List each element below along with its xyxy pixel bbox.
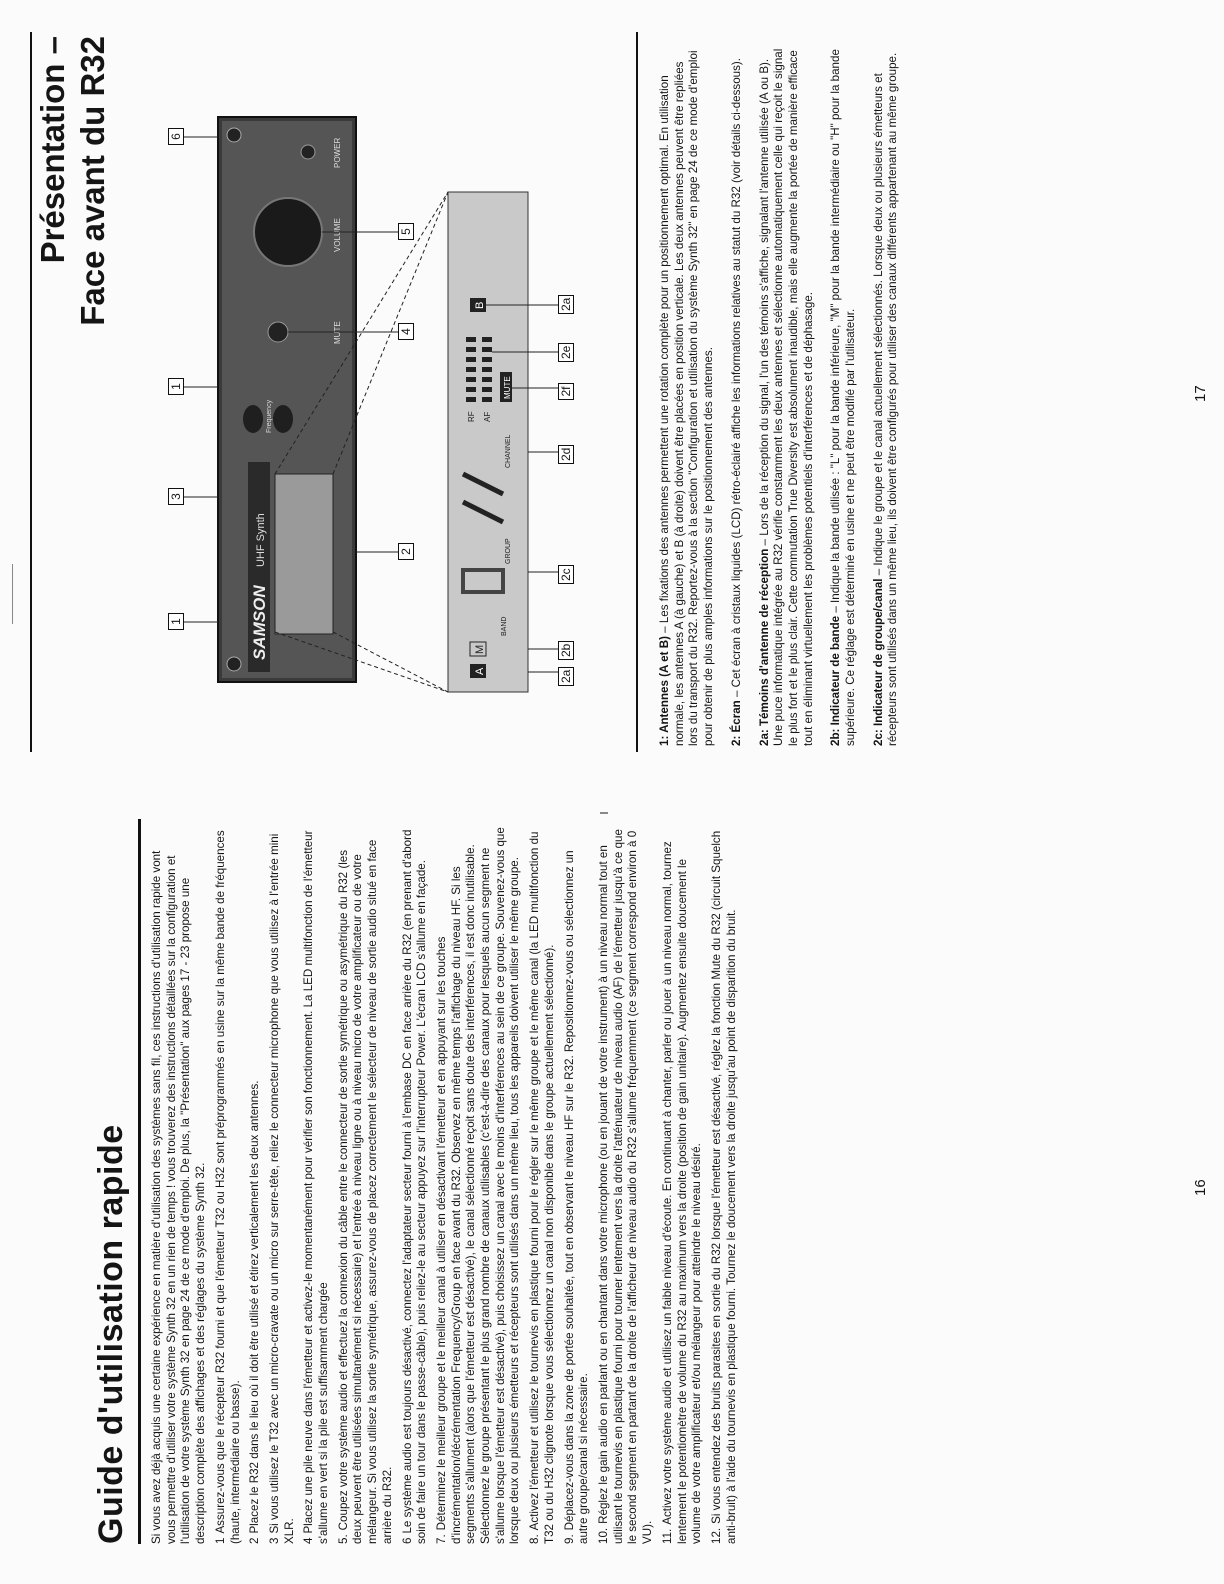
- step-number: 6: [400, 1537, 414, 1544]
- frequency-button-down: [273, 405, 293, 433]
- brand-logo: SAMSON: [250, 585, 269, 660]
- page-number: 17: [1192, 385, 1209, 402]
- step-text: Coupez votre système audio et effectuez la connexion du câble entre le connecteur de sortie symétrique ou asymétrique du R32 (les deux peuvent être utilisées simultanément si nécessaire) et l'entrée à niveau ligne ou à niveau micro de votre amplificateur ou de votre mélangeur. Si vous utilisez la sortie symétrique, assurez-vous de placez correctement le sélecteur de niveau de sortie audio situé en face arrière du R32.: [336, 839, 394, 1544]
- model-label: UHF Synth: [255, 513, 267, 567]
- lcd-enlarged: [448, 192, 528, 692]
- step-text: Activez votre système audio et utilisez un faible niveau d'écoute. En continuant à chanter, parler ou jouer à un niveau normal, tournez lentement le potentiomètre de volume du R32 au maximum vers la droite (position de gain unitaire). Augmentez ensuite doucement le volume de votre amplificateur et/ou mélangeur pour atteindre le niveau désiré.: [660, 841, 704, 1544]
- step-item: [597, 824, 656, 1544]
- steps-list: [214, 824, 740, 1544]
- svg-text:MUTE: MUTE: [503, 376, 512, 399]
- callout-1-right: 1: [168, 378, 184, 395]
- svg-text:RF: RF: [467, 411, 476, 422]
- callout-6: 6: [168, 128, 184, 145]
- step-text: Si vous utilisez le T32 avec un micro-cravate ou un micro sur serre-tête, reliez le connecteur microphone que vous utilisez à l'entrée mini XLR.: [267, 833, 296, 1544]
- callout-2f: 2f: [558, 383, 574, 400]
- power-switch: [301, 145, 315, 159]
- description-text: – Indique le groupe et le canal actuellement sélectionnés. Lorsque deux ou plusieurs émetteurs et récepteurs sont utilisés dans un même lieu, ils doivent être configurés pour utiliser des canaux différents appartenant au même groupe.: [871, 52, 900, 746]
- title-rule: [138, 819, 141, 1544]
- step-item: [214, 824, 243, 1544]
- description-label: 2b: Indicateur de bande: [829, 615, 843, 746]
- step-number: 12.: [709, 1527, 723, 1544]
- callout-1-left: 1: [168, 613, 184, 630]
- callout-2c: 2c: [558, 565, 574, 584]
- front-panel-descriptions: [658, 40, 914, 746]
- description-text: – Cet écran à cristaux liquides (LCD) rétro-éclairé affiche les informations relatives au statut du R32 (voir détails ci-dessous).: [729, 57, 743, 697]
- step-text: Réglez le gain audio en parlant ou en chantant dans votre microphone (ou en jouant de votre instrument) à un niveau normal tout en utilisant le tournevis en plastique fourni pour tourner lentement vers la droite l'atténuateur de niveau audio (AF) de l'émetteur jusqu'à ce que le second segment en partant de la droite de l'afficheur de niveau audio du R32 s'allume fréquemment (ce segment correspond environ à 0 VU).: [596, 829, 655, 1544]
- svg-text:A: A: [474, 667, 486, 675]
- step-item: [337, 824, 396, 1544]
- r32-front-panel-illustration: [118, 32, 598, 752]
- quick-guide-body: [150, 824, 744, 1544]
- callout-3: 3: [168, 488, 184, 505]
- description-item: [872, 40, 901, 746]
- lcd-window: [275, 474, 333, 634]
- svg-text:MUTE: MUTE: [333, 321, 342, 344]
- page-title-line2: Face avant du R32: [74, 36, 111, 326]
- step-item: [563, 824, 592, 1544]
- callout-2a-left: 2a: [558, 667, 574, 686]
- description-item: [658, 40, 717, 746]
- description-text: – Les fixations des antennes permettent une rotation complète pour un positionnement optimal. En utilisation normale, les antennes A (à gauche) et B (à droite) doivent être placées en position verticale. Les deux antennes peuvent être repliées lors du transport du R32. Reportez-vous à la section "Configuration et utilisation du système Synth 32" en page 24 de ce mode d'emploi pour obtenir de plus amples informations sur le positionnement des antennes.: [658, 50, 716, 746]
- description-item: [829, 40, 858, 746]
- callout-2: 2: [398, 543, 414, 560]
- step-number: 10.: [596, 1527, 610, 1544]
- step-text: Déterminez le meilleur groupe et le meilleur canal à utiliser en désactivant l'émetteur et en appuyant sur les touches d'incrémentation/décrémentation Frequency/Group en face avant du R32. Observez en même temps l'affichage du niveau HF. Si les segments s'allument (alors que l'émetteur est désactivé), le canal sélectionné reçoit sans doute des interférences, il est donc inutilisable. Sélectionnez le groupe présentant le plus grand nombre de canaux utilisables (c'est-à-dire des canaux pour lesquels aucun segment ne s'allume lorsque l'émetteur est désactivé), puis choisissez un canal avec le moins d'interférences au sein de ce groupe. Souvenez-vous que lorsque deux ou plusieurs émetteurs et récepteurs sont utilisés dans un même lieu, tous les appareils doivent utiliser le même groupe.: [434, 827, 522, 1544]
- svg-text:M: M: [474, 644, 486, 654]
- description-item: [758, 40, 817, 746]
- svg-text:VOLUME: VOLUME: [333, 218, 342, 252]
- step-text: Placez le R32 dans le lieu où il doit être utilisé et étirez verticalement les deux antennes.: [248, 1080, 262, 1534]
- volume-knob: [254, 198, 322, 266]
- step-text: Déplacez-vous dans la zone de portée souhaitée, tout en observant le niveau HF sur le R32. Repositionnez-vous ou sélectionnez un autre groupe/canal si nécessaire.: [562, 850, 591, 1544]
- description-label: 2: Écran: [729, 700, 743, 746]
- step-number: 11.: [660, 1528, 674, 1544]
- left-page: [0, 792, 1224, 1584]
- step-item: [268, 824, 297, 1544]
- step-item: [302, 824, 331, 1544]
- callout-2d: 2d: [558, 445, 574, 464]
- step-number: 9.: [562, 1534, 576, 1544]
- callout-2a-right: 2a: [558, 295, 574, 314]
- step-text: Activez l'émetteur et utilisez le tournevis en plastique fourni pour le régler sur le même groupe et le même canal (la LED multifonction du T32 ou du H32 clignote lorsque vous sélectionnez un canal non disponible dans le groupe actuellement sélectionné).: [528, 831, 556, 1544]
- step-item: [528, 824, 557, 1544]
- step-number: 5.: [336, 1534, 350, 1544]
- step-number: 3: [267, 1537, 281, 1544]
- svg-text:POWER: POWER: [333, 137, 342, 168]
- page-number: 16: [1192, 1179, 1209, 1196]
- step-text: Assurez-vous que le récepteur R32 fourni et que l'émetteur T32 ou H32 sont préprogrammés en usine sur la même bande de fréquences (haute, intermédiaire ou basse).: [213, 830, 242, 1544]
- callout-2e: 2e: [558, 343, 574, 362]
- callout-5: 5: [398, 223, 414, 240]
- svg-text:GROUP: GROUP: [505, 538, 512, 564]
- svg-text:AF: AF: [483, 411, 492, 422]
- description-text: – Indique la bande utilisée : "L" pour la bande inférieure, "M" pour la bande intermédiaire ou "H" pour la bande supérieure. Ce réglage est déterminé en usine et ne peut être modifié par l'utilisateur.: [829, 49, 858, 746]
- description-item: [730, 40, 745, 746]
- section-rule: [636, 32, 638, 752]
- top-rule: [30, 32, 32, 752]
- svg-text:B: B: [474, 301, 486, 309]
- scan-speck: [12, 564, 13, 624]
- svg-text:Frequency: Frequency: [266, 399, 273, 433]
- step-number: 7.: [434, 1534, 448, 1544]
- step-text: Si vous entendez des bruits parasites en sortie du R32 lorsque l'émetteur est désactivé, réglez la fonction Mute du R32 (circuit Squelch anti-bruit) à l'aide du tournevis en plastique fourni. Tournez le doucement vers la droite jusqu'au point de disparition du bruit.: [709, 830, 738, 1544]
- mute-knob: [268, 322, 288, 342]
- svg-text:CHANNEL: CHANNEL: [505, 434, 512, 468]
- step-item: [435, 824, 523, 1544]
- step-item: [710, 824, 739, 1544]
- step-text: Le système audio est toujours désactivé, connectez l'adaptateur secteur fourni à l'embase DC en face arrière du R32 (en prenant d'abord soin de faire un tour dans le passe-câble), puis reliez-le au secteur appuyez sur l'interrupteur Power. L'écran LCD s'allume en façade.: [400, 829, 429, 1544]
- scan-speck: [600, 812, 608, 814]
- step-item: [401, 824, 430, 1544]
- step-text: Placez une pile neuve dans l'émetteur et activez-le momentanément pour vérifier son fonctionnement. La LED multifonction de l'émetteur s'allume en vert si la pile est suffisamment chargée: [302, 830, 331, 1544]
- description-label: 2c: Indicateur de groupe/canal: [871, 578, 885, 746]
- callout-2b: 2b: [558, 641, 574, 660]
- description-label: 2a: Témoins d'antenne de réception: [757, 548, 771, 746]
- page-title: Guide d'utilisation rapide: [92, 1124, 130, 1544]
- step-number: 1: [213, 1537, 227, 1544]
- frequency-button-up: [243, 405, 263, 433]
- description-text: – Lors de la réception du signal, l'un des témoins s'affiche, signalant l'antenne utilisée (A ou B). Une puce informatique intégrée au R32 vérifie constamment les deux antennes et sélectionne automatiquement celle qui reçoit le signal le plus fort et le plus clair. Cette commutation True Diversity est absolument inaudible, mais elle augmente la portée de manière efficace tout en éliminant virtuellement les problèmes potentiels d'interférences et de déphasage.: [757, 48, 815, 746]
- svg-text:BAND: BAND: [501, 616, 508, 636]
- intro-paragraph: Si vous avez déjà acquis une certaine expérience en matière d'utilisation des systèmes sans fil, ces instructions d'utilisation rapide vont vous permettre d'utiliser votre système Synth 32 en un rien de temps ! vous trouverez des instructions détaillées sur la configuration et l'utilisation de votre système Synth 32 en page 24 de ce mode d'emploi. De plus, la "Présentation" aux pages 17 - 23 propose une description complète des affichages et des réglages du système Synth 32.: [150, 850, 208, 1544]
- callout-4: 4: [398, 323, 414, 340]
- step-number: 4: [302, 1537, 316, 1544]
- description-label: 1: Antennes (A et B): [658, 636, 671, 746]
- page-title-line1: Présentation –: [34, 36, 71, 264]
- step-number: 8.: [528, 1534, 542, 1544]
- step-item: [661, 824, 705, 1544]
- step-number: 2: [248, 1537, 262, 1544]
- step-item: [248, 824, 263, 1544]
